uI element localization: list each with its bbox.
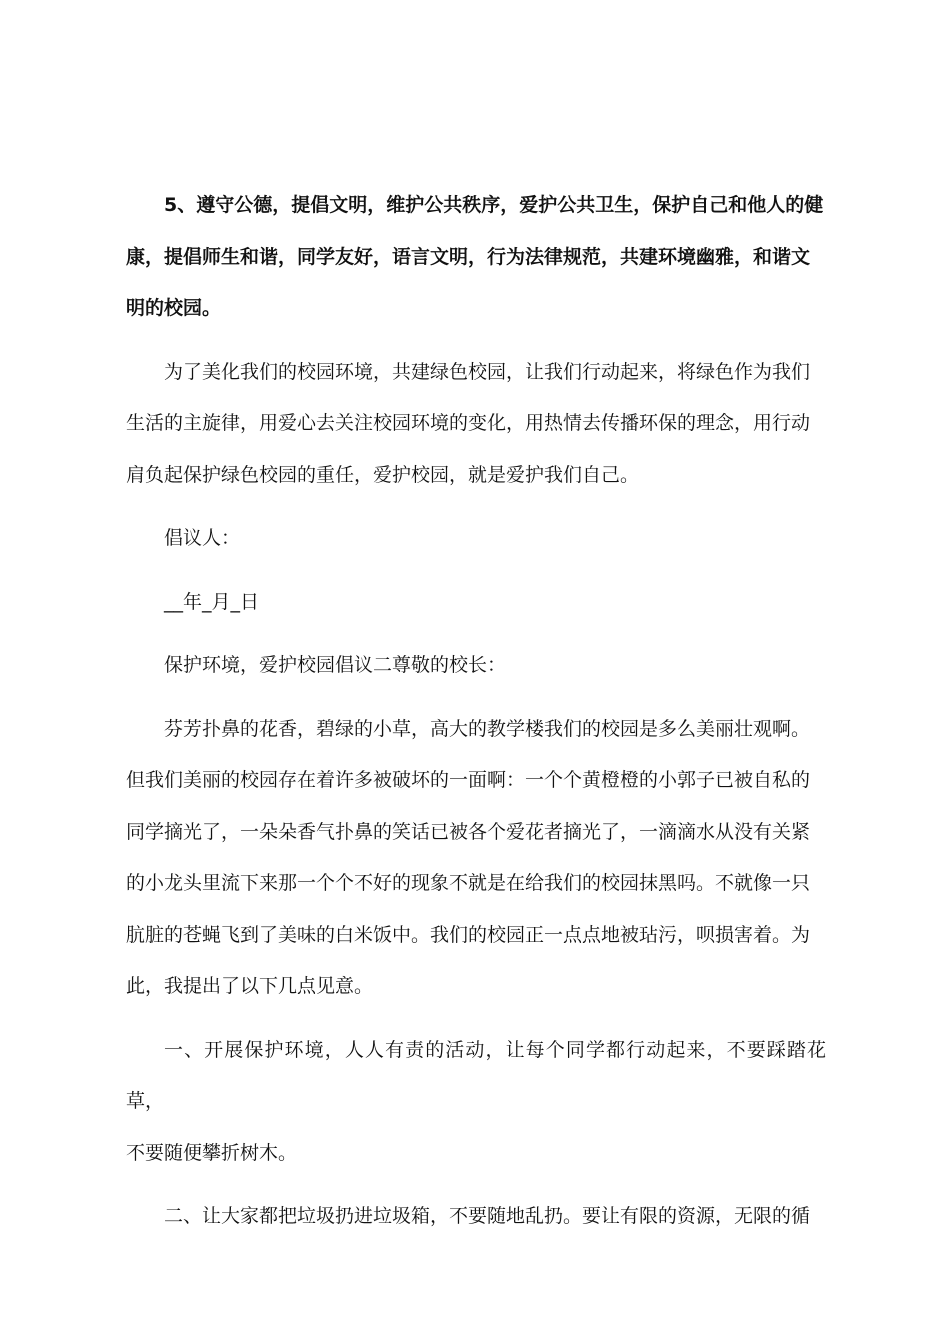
paragraph-public-morality: 5、遵守公德，提倡文明，维护公共秩序，爱护公共卫生，保护自己和他人的健 康，提倡师生和谐，同学友好，语言文明，行为法律规范，共建环境幽雅，和谐文 明的校园。: [126, 194, 824, 319]
paragraph-green-campus: 为了美化我们的校园环境，共建绿色校园，让我们行动起来，将绿色作为我们 生活的主旋律，用爱心去关注校园环境的变化，用热情去传播环保的理念，用行动 肩负起保护绿色校园的重任，爱护校园，就是爱护我们自己。: [126, 360, 811, 486]
document-page: [126, 180, 826, 1243]
paragraph-salutation: 保护环境，爱护校园倡议二尊敬的校长：: [164, 654, 507, 676]
paragraph-suggestion-two: 二、让大家都把垃圾扔进垃圾箱，不要随地乱扔。要让有限的资源，无限的循: [164, 1205, 811, 1227]
paragraph-campus-description: 芬芳扑鼻的花香，碧绿的小草，高大的教学楼我们的校园是多么美丽壮观啊。 但我们美丽的校园存在着许多被破坏的一面啊：一个个黄橙橙的小郭子已被自私的 同学摘光了，一朵朵香气扑鼻的笑话已被各个爱花者摘光了，一滴滴水从没有关紧 的小龙头里流下来那一个个不好的现象不就是在给我们的校园抹黑吗。不就像一只 肮脏的苍蝇飞到了美味的白米饭中。我们的校园正一点点地被玷污，呗损害着。为 此，我提出了以下几点见意。: [126, 717, 811, 997]
paragraph-suggestion-one: 一、开展保护环境，人人有责的活动，让每个同学都行动起来，不要踩踏花草， 不要随便攀折树木。: [126, 1038, 826, 1164]
paragraph-initiator: 倡议人：: [164, 527, 241, 549]
paragraph-date: __年_月_日: [164, 590, 260, 613]
